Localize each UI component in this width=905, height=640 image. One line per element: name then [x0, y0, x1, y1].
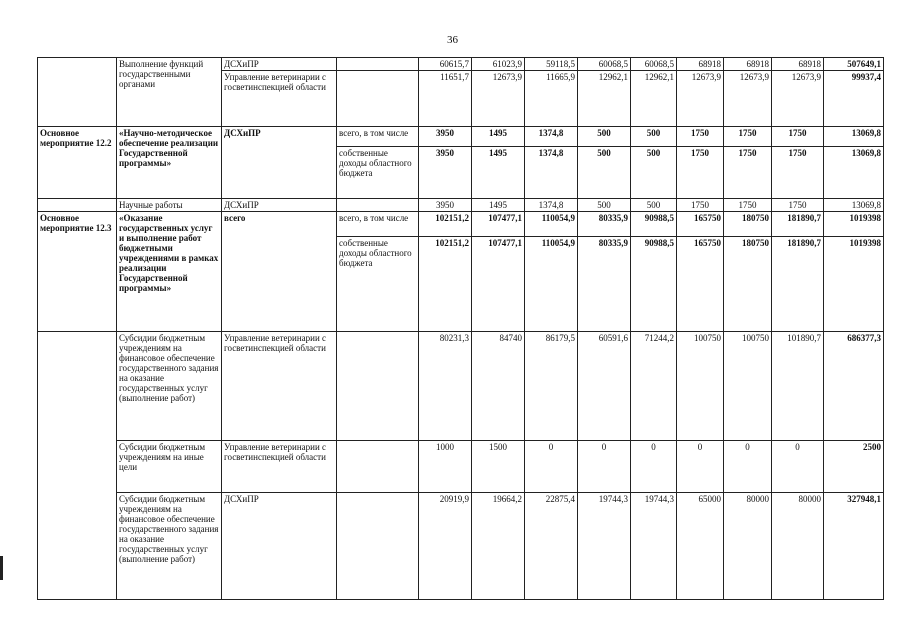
program-cell: [38, 58, 117, 127]
value-cell: 1495: [472, 127, 525, 147]
funding-source-cell: [337, 493, 419, 600]
table-row: [38, 127, 884, 147]
funding-source-cell: [337, 199, 419, 212]
value-cell: 500: [631, 127, 677, 147]
value-cell: 0: [677, 441, 724, 493]
value-cell: 181890,7: [772, 212, 824, 237]
value-cell: 80000: [724, 493, 772, 600]
activity-name: Субсидии бюджетным учреждениям на финансовое обеспечение государственного задания на оказание государственных услуг (выполнение работ): [117, 332, 222, 441]
total-cell: 13069,8: [824, 127, 884, 147]
executor-cell: ДСХиПР: [222, 127, 337, 199]
funding-source-cell: всего, в том числе: [337, 127, 419, 147]
value-cell: 19744,3: [578, 493, 631, 600]
value-cell: 12673,9: [724, 71, 772, 127]
value-cell: 110054,9: [525, 237, 578, 332]
funding-source-cell: [337, 441, 419, 493]
page-number: 36: [447, 34, 458, 46]
value-cell: 1374,8: [525, 199, 578, 212]
value-cell: 90988,5: [631, 212, 677, 237]
value-cell: 61023,9: [472, 58, 525, 71]
table-row: [38, 212, 884, 237]
value-cell: 102151,2: [419, 212, 472, 237]
value-cell: 107477,1: [472, 212, 525, 237]
value-cell: 181890,7: [772, 237, 824, 332]
scan-edge-mark: [0, 556, 3, 580]
value-cell: 165750: [677, 212, 724, 237]
value-cell: 12673,9: [772, 71, 824, 127]
value-cell: 1750: [677, 147, 724, 199]
activity-name: Субсидии бюджетным учреждениям на финансовое обеспечение государственного задания на оказание государственных услуг (выполнение работ): [117, 493, 222, 600]
value-cell: 500: [631, 199, 677, 212]
executor-cell: Управление ветеринарии с госветинспекцией области: [222, 441, 337, 493]
activity-name: «Оказание государственных услуг и выполнение работ бюджетными учреждениями в рамках реализации Государственной программы»: [117, 212, 222, 332]
activity-name: «Научно-методическое обеспечение реализации Государственной программы»: [117, 127, 222, 199]
value-cell: 19744,3: [631, 493, 677, 600]
value-cell: 500: [578, 127, 631, 147]
value-cell: 0: [578, 441, 631, 493]
value-cell: 90988,5: [631, 237, 677, 332]
value-cell: 86179,5: [525, 332, 578, 441]
value-cell: 12673,9: [472, 71, 525, 127]
activity-name: Научные работы: [117, 199, 222, 212]
value-cell: 0: [724, 441, 772, 493]
executor-cell: ДСХиПР: [222, 58, 337, 71]
funding-source-cell: всего, в том числе: [337, 212, 419, 237]
total-cell: 686377,3: [824, 332, 884, 441]
value-cell: 3950: [419, 147, 472, 199]
value-cell: 0: [525, 441, 578, 493]
value-cell: 84740: [472, 332, 525, 441]
funding-source-cell: собственные доходы областного бюджета: [337, 237, 419, 332]
value-cell: 60068,5: [631, 58, 677, 71]
value-cell: 12673,9: [677, 71, 724, 127]
value-cell: 60591,6: [578, 332, 631, 441]
table-row: [38, 199, 884, 212]
program-cell: Основное мероприятие 12.3: [38, 212, 117, 332]
value-cell: 1750: [772, 147, 824, 199]
executor-cell: Управление ветеринарии с госветинспекцией области: [222, 332, 337, 441]
value-cell: 180750: [724, 237, 772, 332]
table-row: [38, 332, 884, 441]
funding-source-cell: [337, 71, 419, 127]
value-cell: 71244,2: [631, 332, 677, 441]
value-cell: 60615,7: [419, 58, 472, 71]
value-cell: 1374,8: [525, 127, 578, 147]
value-cell: 11665,9: [525, 71, 578, 127]
value-cell: 80231,3: [419, 332, 472, 441]
executor-cell: всего: [222, 212, 337, 332]
table-row: [38, 441, 884, 493]
value-cell: 165750: [677, 237, 724, 332]
value-cell: 60068,5: [578, 58, 631, 71]
table-row: [38, 58, 884, 71]
activity-name: Выполнение функций государственными органами: [117, 58, 222, 127]
total-cell: 507649,1: [824, 58, 884, 71]
value-cell: 1495: [472, 147, 525, 199]
value-cell: 80335,9: [578, 212, 631, 237]
value-cell: 11651,7: [419, 71, 472, 127]
value-cell: 110054,9: [525, 212, 578, 237]
value-cell: 1750: [772, 127, 824, 147]
value-cell: 65000: [677, 493, 724, 600]
total-cell: 13069,8: [824, 199, 884, 212]
program-cell: [38, 199, 117, 212]
total-cell: 99937,4: [824, 71, 884, 127]
value-cell: 12962,1: [578, 71, 631, 127]
value-cell: 1000: [419, 441, 472, 493]
value-cell: 68918: [772, 58, 824, 71]
value-cell: 3950: [419, 127, 472, 147]
value-cell: 1750: [772, 199, 824, 212]
value-cell: 500: [578, 199, 631, 212]
value-cell: 59118,5: [525, 58, 578, 71]
value-cell: 12962,1: [631, 71, 677, 127]
budget-table: [37, 57, 884, 600]
program-cell: Основное мероприятие 12.2: [38, 127, 117, 199]
value-cell: 100750: [724, 332, 772, 441]
value-cell: 0: [772, 441, 824, 493]
funding-source-cell: [337, 332, 419, 441]
program-cell: [38, 332, 117, 600]
total-cell: 2500: [824, 441, 884, 493]
value-cell: 180750: [724, 212, 772, 237]
funding-source-cell: собственные доходы областного бюджета: [337, 147, 419, 199]
executor-cell: ДСХиПР: [222, 199, 337, 212]
value-cell: 1495: [472, 199, 525, 212]
value-cell: 3950: [419, 199, 472, 212]
total-cell: 1019398: [824, 237, 884, 332]
value-cell: 1750: [724, 199, 772, 212]
executor-cell: ДСХиПР: [222, 493, 337, 600]
table-row: [38, 493, 884, 600]
value-cell: 68918: [724, 58, 772, 71]
value-cell: 80335,9: [578, 237, 631, 332]
value-cell: 1500: [472, 441, 525, 493]
value-cell: 500: [631, 147, 677, 199]
value-cell: 101890,7: [772, 332, 824, 441]
value-cell: 1750: [677, 199, 724, 212]
value-cell: 500: [578, 147, 631, 199]
value-cell: 22875,4: [525, 493, 578, 600]
value-cell: 0: [631, 441, 677, 493]
value-cell: 68918: [677, 58, 724, 71]
value-cell: 107477,1: [472, 237, 525, 332]
executor-cell: Управление ветеринарии с госветинспекцией области: [222, 71, 337, 127]
value-cell: 1374,8: [525, 147, 578, 199]
value-cell: 80000: [772, 493, 824, 600]
value-cell: 100750: [677, 332, 724, 441]
value-cell: 20919,9: [419, 493, 472, 600]
funding-source-cell: [337, 58, 419, 71]
activity-name: Субсидии бюджетным учреждениям на иные цели: [117, 441, 222, 493]
value-cell: 102151,2: [419, 237, 472, 332]
value-cell: 1750: [724, 127, 772, 147]
value-cell: 1750: [677, 127, 724, 147]
value-cell: 1750: [724, 147, 772, 199]
total-cell: 13069,8: [824, 147, 884, 199]
value-cell: 19664,2: [472, 493, 525, 600]
total-cell: 327948,1: [824, 493, 884, 600]
total-cell: 1019398: [824, 212, 884, 237]
